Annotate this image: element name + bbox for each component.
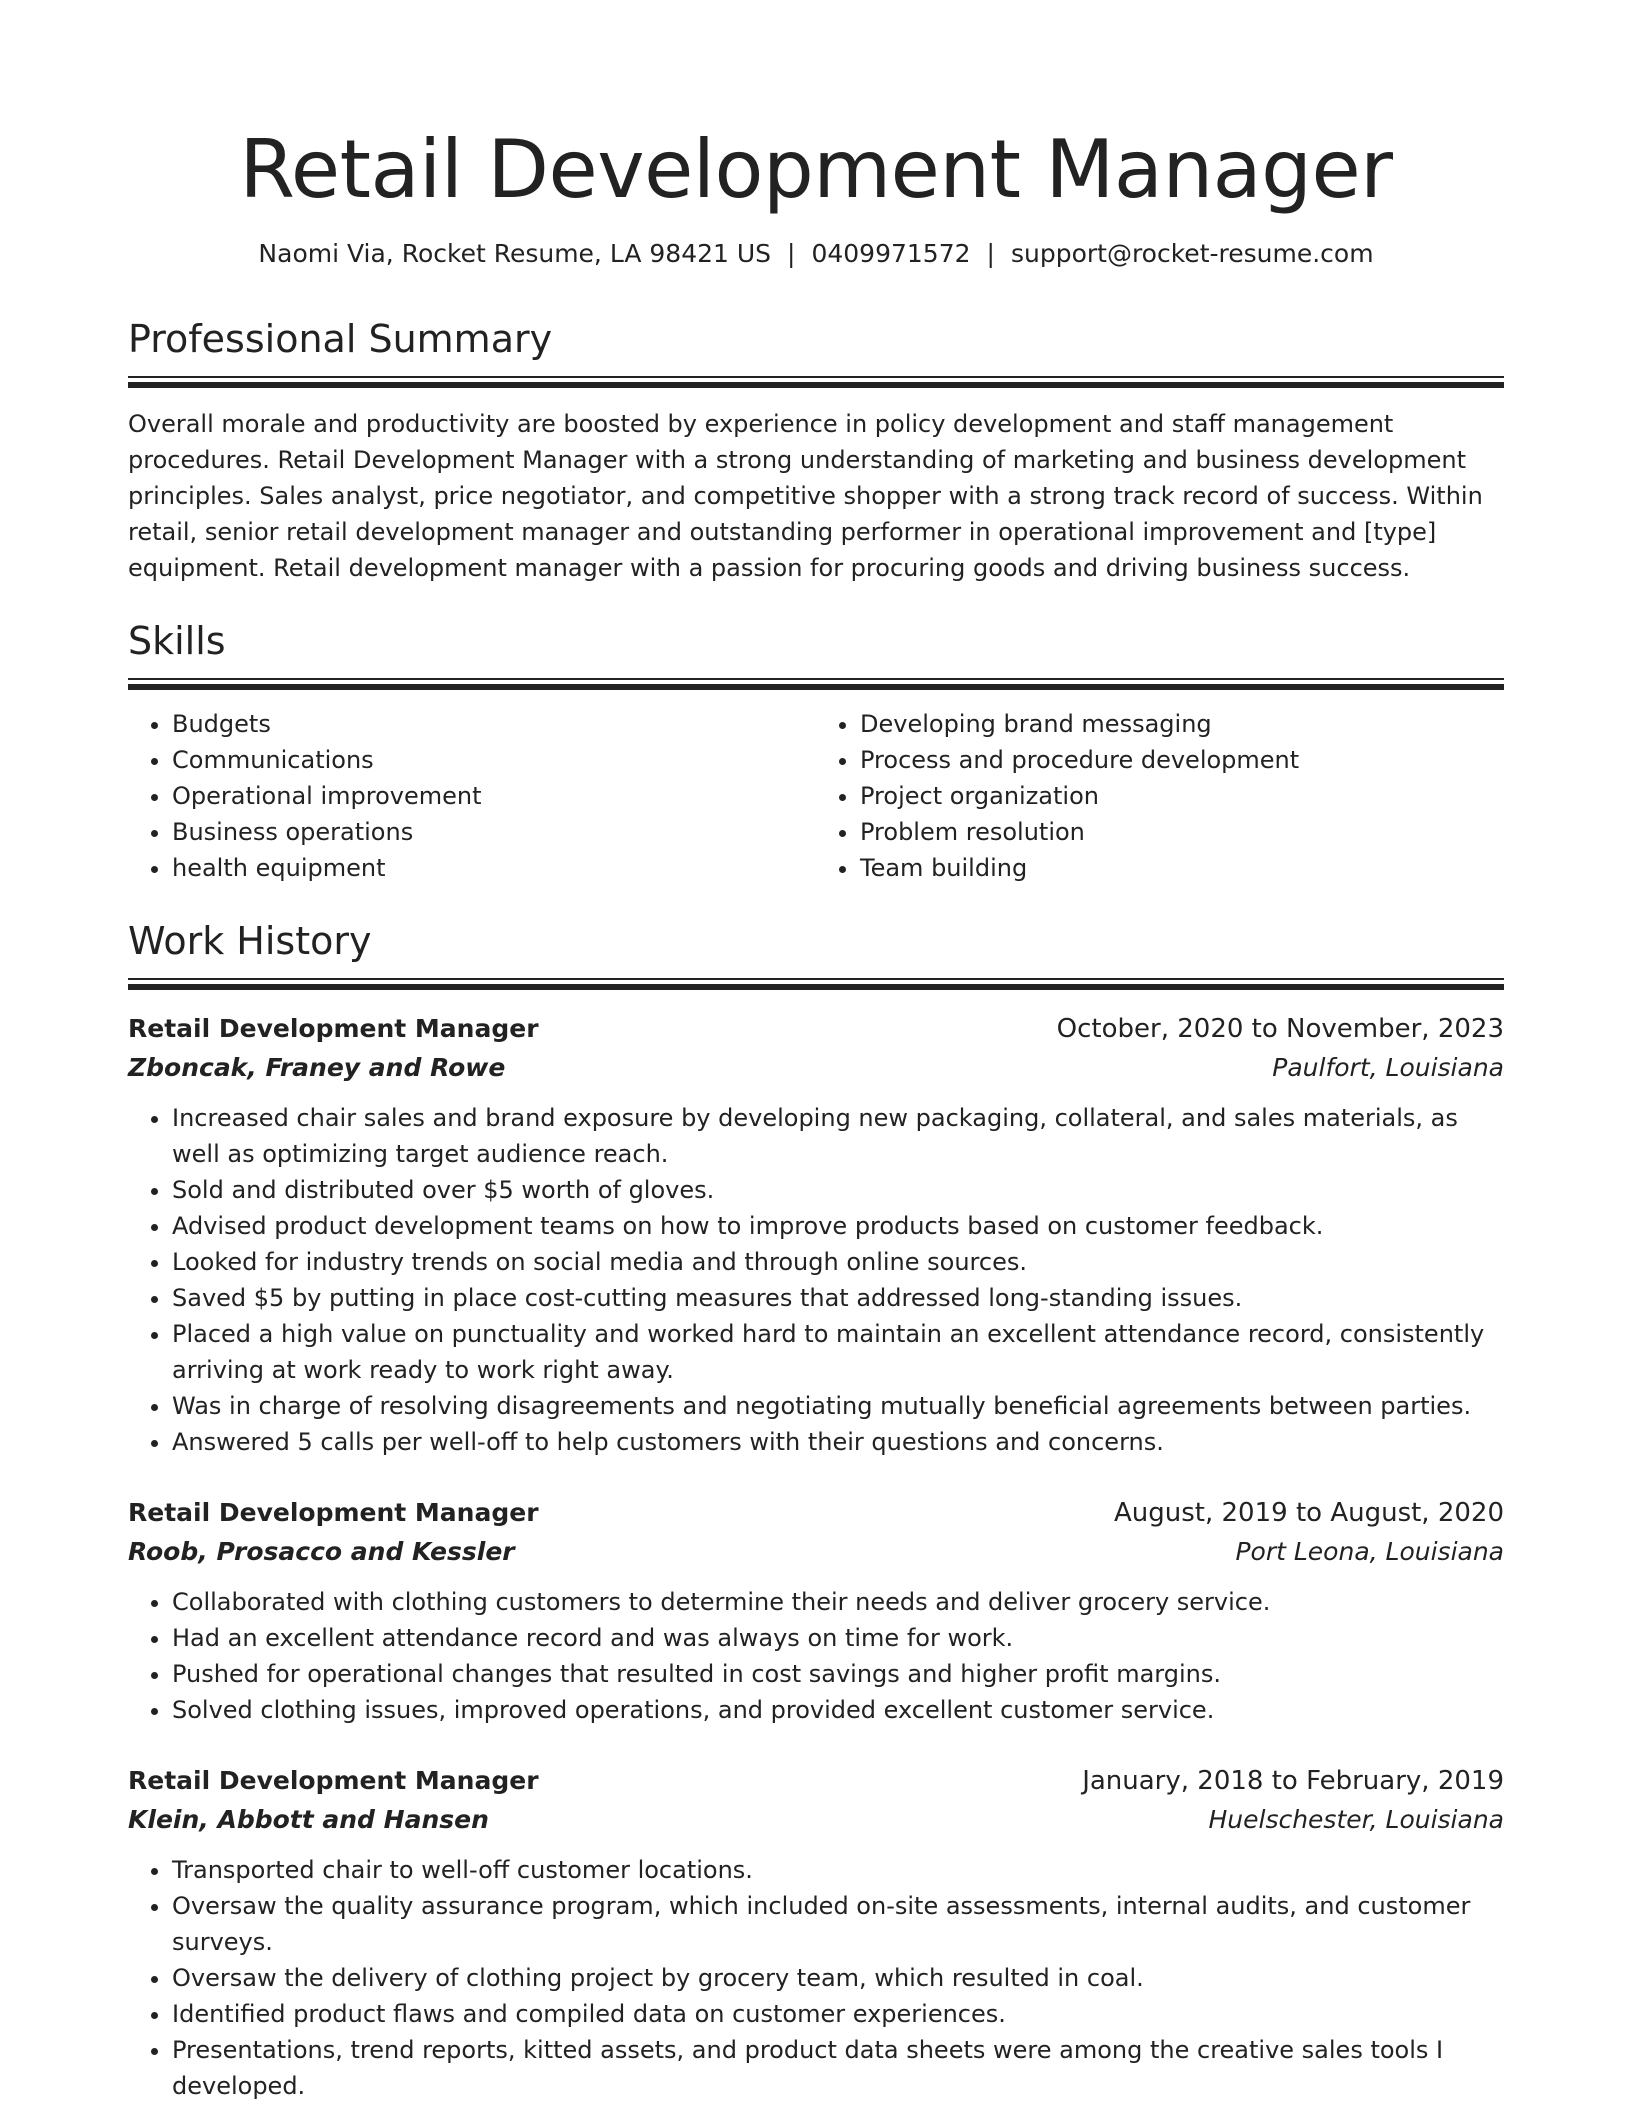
skills-list-right <box>816 706 1504 886</box>
work-history-heading: Work History <box>128 919 372 963</box>
job-title: Retail Development Manager <box>128 1014 539 1043</box>
job-bullet: • Was in charge of resolving disagreements and negotiating mutually beneficial agreements between parties. <box>172 1388 1504 1424</box>
job-header-row <box>128 1010 1504 1048</box>
skills-grid <box>128 706 1504 886</box>
skill-item: • Developing brand messaging <box>860 706 1504 742</box>
contact-phone: 0409971572 <box>811 239 971 268</box>
resume-page <box>128 0 1504 2104</box>
summary-heading: Professional Summary <box>128 317 553 361</box>
job-title: Retail Development Manager <box>128 1766 539 1795</box>
job-location: Paulfort, Louisiana <box>1272 1053 1504 1082</box>
summary-text: Overall morale and productivity are boosted by experience in policy development and staff management procedures. Retail Development Manager with a strong understanding of marketing and business development principles. Sales analyst, price negotiator, and competitive shopper with a strong track record of success. Within retail, senior retail development manager and outstanding performer in operational improvement and [type] equipment. Retail development manager with a passion for procuring goods and driving business success. <box>128 410 1483 582</box>
skill-item: • Project organization <box>860 778 1504 814</box>
job-bullet: • Transported chair to well-off customer locations. <box>172 1852 1504 1888</box>
job-bullet: • Answered 5 calls per well-off to help customers with their questions and concerns. <box>172 1424 1504 1460</box>
job-dates: October, 2020 to November, 2023 <box>1056 1014 1504 1044</box>
job-bullet: • Oversaw the delivery of clothing project by grocery team, which resulted in coal. <box>172 1960 1504 1996</box>
job-bullet: • Sold and distributed over $5 worth of gloves. <box>172 1172 1504 1208</box>
job-title: Retail Development Manager <box>128 1498 539 1527</box>
summary-section <box>128 314 1504 586</box>
job-company: Roob, Prosacco and Kessler <box>128 1537 515 1566</box>
contact-email[interactable]: support@rocket-resume.com <box>1010 239 1374 268</box>
contact-separator: | <box>986 239 995 268</box>
section-divider <box>128 978 1504 990</box>
skills-section <box>128 616 1504 886</box>
section-divider <box>128 678 1504 690</box>
job-bullet: • Pushed for operational changes that resulted in cost savings and higher profit margins. <box>172 1656 1504 1692</box>
job-bullet: • Identified product flaws and compiled data on customer experiences. <box>172 1996 1504 2032</box>
job-bullet: • Advised product development teams on how to improve products based on customer feedback. <box>172 1208 1504 1244</box>
job-bullet: • Presentations, trend reports, kitted assets, and product data sheets were among the creative sales tools I developed. <box>172 2032 1504 2104</box>
job-dates: January, 2018 to February, 2019 <box>1082 1766 1504 1796</box>
job-bullet: • Collaborated with clothing customers to determine their needs and deliver grocery service. <box>172 1584 1504 1620</box>
job-bullet: • Placed a high value on punctuality and worked hard to maintain an excellent attendance record, consistently arriving at work ready to work right away. <box>172 1316 1504 1388</box>
job-bullet: • Oversaw the quality assurance program, which included on-site assessments, internal audits, and customer surveys. <box>172 1888 1504 1960</box>
skills-list-left <box>128 706 816 886</box>
contact-line <box>128 238 1504 270</box>
job-header-row <box>128 1494 1504 1532</box>
job-company-row <box>128 1800 1504 1840</box>
work-history-section <box>128 916 1504 2104</box>
job-entry <box>128 1762 1504 2104</box>
skill-item: • health equipment <box>172 850 816 886</box>
job-company: Klein, Abbott and Hansen <box>128 1805 489 1834</box>
skill-item: • Problem resolution <box>860 814 1504 850</box>
job-company-row <box>128 1048 1504 1088</box>
skill-item: • Process and procedure development <box>860 742 1504 778</box>
section-divider <box>128 376 1504 388</box>
job-entry <box>128 1494 1504 1728</box>
job-bullet: • Had an excellent attendance record and was always on time for work. <box>172 1620 1504 1656</box>
job-header-row <box>128 1762 1504 1800</box>
skill-item: • Operational improvement <box>172 778 816 814</box>
job-location: Huelschester, Louisiana <box>1208 1805 1504 1834</box>
job-bullets <box>128 1584 1504 1728</box>
skill-item: • Communications <box>172 742 816 778</box>
skills-heading: Skills <box>128 619 226 663</box>
job-location: Port Leona, Louisiana <box>1235 1537 1504 1566</box>
job-bullet: • Increased chair sales and brand exposure by developing new packaging, collateral, and sales materials, as well as optimizing target audience reach. <box>172 1100 1504 1172</box>
job-company: Zboncak, Franey and Rowe <box>128 1053 506 1082</box>
skill-item: • Team building <box>860 850 1504 886</box>
contact-separator: | <box>787 239 796 268</box>
job-dates: August, 2019 to August, 2020 <box>1114 1498 1504 1528</box>
job-entry <box>128 1010 1504 1460</box>
job-bullets <box>128 1100 1504 1460</box>
job-company-row <box>128 1532 1504 1572</box>
resume-title: Retail Development Manager <box>239 123 1393 216</box>
skill-item: • Budgets <box>172 706 816 742</box>
job-bullet: • Saved $5 by putting in place cost-cutting measures that addressed long-standing issues. <box>172 1280 1504 1316</box>
job-bullet: • Looked for industry trends on social media and through online sources. <box>172 1244 1504 1280</box>
job-bullets <box>128 1852 1504 2104</box>
contact-address: Naomi Via, Rocket Resume, LA 98421 US <box>258 239 772 268</box>
job-bullet: • Solved clothing issues, improved operations, and provided excellent customer service. <box>172 1692 1504 1728</box>
skill-item: • Business operations <box>172 814 816 850</box>
